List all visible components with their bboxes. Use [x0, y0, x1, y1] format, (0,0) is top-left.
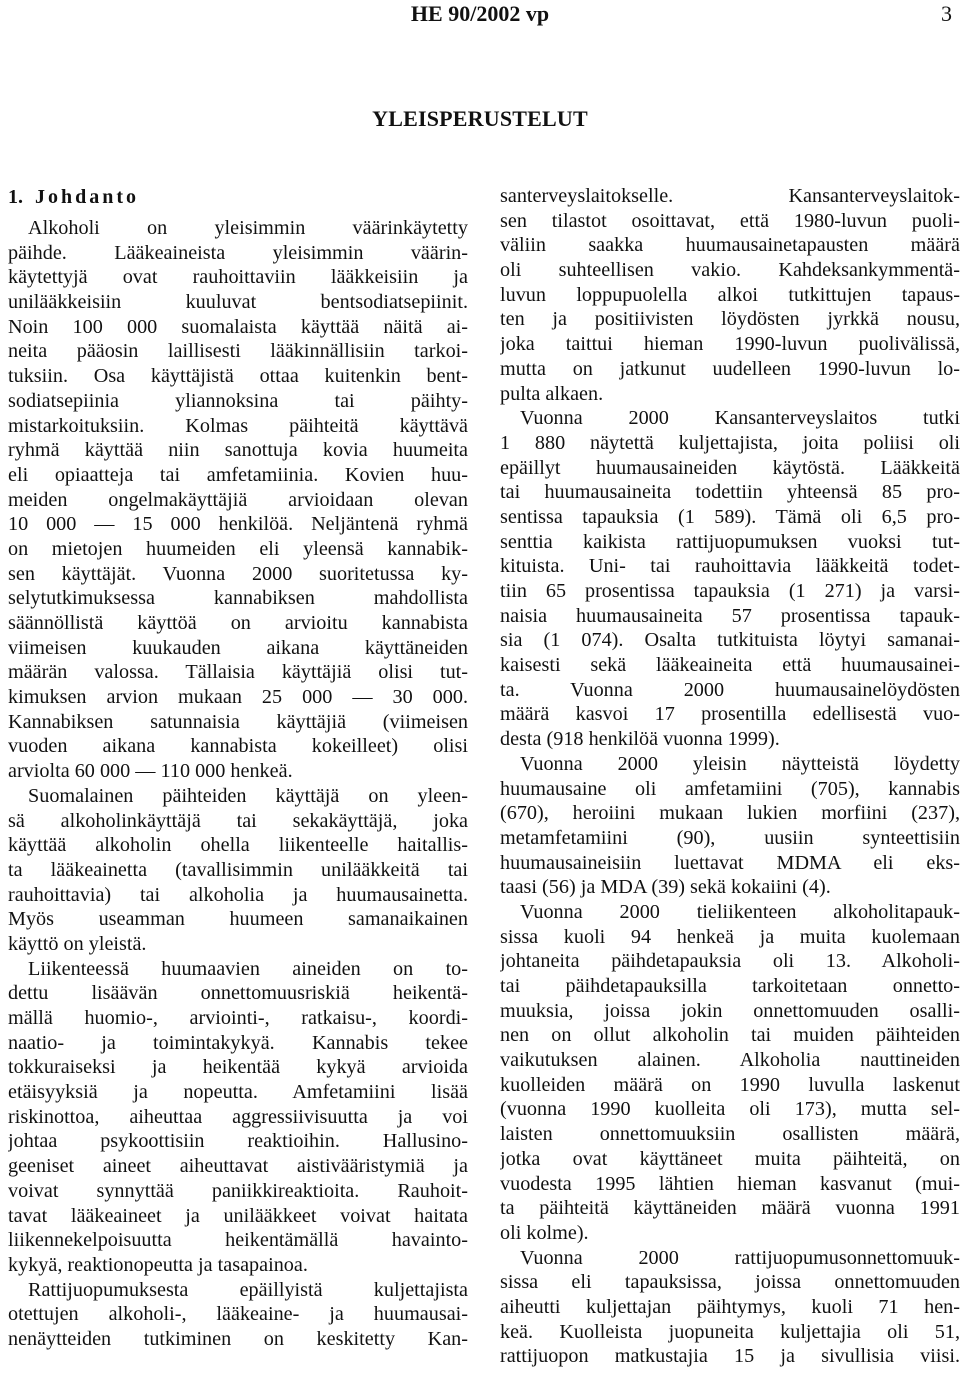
text-line: kaisesti sekä lääkeaineita että huumausainei-	[500, 654, 960, 677]
text-line: Vuonna 2000 Kansanterveyslaitos tutki	[520, 407, 960, 430]
text-line: sissa kuoli 94 henkeä ja muita kuolemaan	[500, 925, 960, 948]
text-line: jotka ovat käyttäneet muita päihteitä, on	[500, 1147, 960, 1170]
text-line: rauhoittavia) tai alkoholia ja huumausainetta.	[8, 883, 468, 906]
text-line: mutta on jatkunut uudelleen 1990-luvun lo-	[500, 357, 960, 380]
text-line: kimuksen arvion mukaan 25 000 — 30 000.	[8, 686, 468, 709]
text-line: meiden ongelmakäyttäjiä arvioidaan olevan	[8, 488, 468, 511]
text-line: ryhmä käyttää niin sanottuja kovia huumeita	[8, 439, 468, 462]
text-line: Suomalainen päihteiden käyttäjä on yleen-	[28, 784, 468, 807]
left-column-text	[8, 216, 468, 1352]
page-number: 3	[941, 1, 952, 26]
text-line: ta päihteitä käyttäneiden määrä vuonna 1991	[500, 1197, 960, 1220]
text-line: aiheutti kuljettajan päihtymys, kuoli 71 hen-	[500, 1295, 960, 1318]
chapter-number: 1.	[8, 186, 23, 208]
chapter-title: Johdanto	[35, 186, 140, 208]
text-line: eli opiaatteja tai amfetamiinia. Kovien huu-	[8, 463, 468, 486]
text-line: tokkuraiseksi ja heikentää kykyä arvioida	[8, 1056, 468, 1079]
text-line: Alkoholi on yleisimmin väärinkäytetty	[28, 217, 468, 239]
text-line: (670), heroiini mukaan lukien morfiini (237),	[500, 802, 960, 825]
left-column	[8, 184, 468, 1352]
text-line: Vuonna 2000 tieliikenteen alkoholitapauk-	[520, 900, 960, 923]
text-line: naatio- ja toimintakykyä. Kannabis tekee	[8, 1031, 468, 1054]
text-line: väliin saakka huumausainetapausten määrä	[500, 234, 960, 257]
text-line: nen on ollut alkoholin tai muiden päihteiden	[500, 1024, 960, 1047]
text-line: viimeisen kuukauden aikana käyttäneiden	[8, 636, 468, 659]
text-line: senttia kaikista rattijuopumuksen vuoksi tut-	[500, 530, 960, 553]
text-line: selytutkimuksessa kannabiksen mahdollista	[8, 587, 468, 610]
text-line: otettujen alkoholi-, lääkeaine- ja huumausai-	[8, 1303, 468, 1326]
chapter-heading	[8, 184, 468, 210]
text-line: Vuonna 2000 rattijuopumusonnettomuuk-	[520, 1246, 960, 1269]
right-column	[500, 184, 960, 1369]
text-line: geeniset aineet aiheuttavat aistivääristymiä ja	[8, 1155, 468, 1178]
text-line: ten ja positiivisten löydösten jyrkkä nousu,	[500, 308, 960, 331]
text-line: käyttää alkoholin ohella liikenteelle haitallis-	[8, 834, 468, 857]
text-line: 1 880 näytettä kuljettajista, joita poliisi oli	[500, 431, 960, 454]
text-line: johtaa psykoottisiin reaktioihin. Hallusino-	[8, 1130, 468, 1153]
text-line: käyttö on yleistä.	[8, 932, 147, 955]
text-line: laisten onnettomuuksiin osallisten määrä,	[500, 1123, 960, 1146]
text-line: Liikenteessä huumaavien aineiden on to-	[28, 957, 468, 980]
text-line: neita pääosin laillisesti lääkinnällisiin tarkoi-	[8, 340, 468, 363]
text-line: tai huumausaineita todettiin yhteensä 85 pro-	[500, 481, 960, 504]
text-line: Myös useamman huumeen samanaikainen	[8, 908, 468, 931]
text-line: määrä kasvoi 17 prosentilla edellisestä vuo-	[500, 703, 960, 726]
text-line: liikennekelpoisuutta heikentämällä havainto-	[8, 1229, 468, 1252]
text-line: tuksiin. Osa käyttäjistä ottaa kuitenkin bent-	[8, 365, 468, 388]
text-line: pulta alkaen.	[500, 382, 604, 405]
text-line: ta. Vuonna 2000 huumausainelöydösten	[500, 678, 960, 701]
text-line: 10 000 — 15 000 henkilöä. Neljäntenä ryhmä	[8, 513, 468, 536]
text-line: sen käyttäjät. Vuonna 2000 suoritetussa ky-	[8, 562, 468, 585]
text-line: huumausaineisiin luettavat MDMA eli eks-	[500, 851, 960, 874]
text-line: kuolleiden määrä on 1990 luvulla laskenut	[500, 1073, 960, 1096]
text-line: epäillyt huumausaineiden käytöstä. Lääkkeitä	[500, 456, 960, 479]
text-line: sä alkoholinkäyttäjä tai sekakäyttäjä, joka	[8, 809, 468, 832]
right-column-text	[500, 184, 960, 1369]
section-title: YLEISPERUSTELUT	[372, 106, 588, 131]
text-line: ta lääkeainetta (tavallisimmin unilääkkeitä tai	[8, 858, 468, 881]
text-line: mistarkoituksiin. Kolmas päihteitä käyttävä	[8, 414, 468, 437]
text-line: (vuonna 1990 kuolleita oli 173), mutta sel-	[500, 1098, 960, 1121]
text-line: dettu lisäävän onnettomuusriskiä heikentä-	[8, 982, 468, 1005]
text-line: riskinottoa, aiheuttaa aggressiivisuutta ja voi	[8, 1105, 468, 1128]
text-line: tai päihdetapauksilla tarkoitetaan onnetto-	[500, 975, 960, 997]
text-line: säännöllistä käyttöä on arvioitu kannabista	[8, 612, 468, 634]
text-line: sodiatsepiinia yliannoksina tai päihty-	[8, 389, 468, 412]
text-line: voivat synnyttää paniikkireaktioita. Rauhoit-	[8, 1179, 468, 1202]
text-line: etäisyyksiä ja nopeutta. Amfetamiini lisää	[8, 1081, 468, 1104]
text-line: rattijuopon matkustajia 15 ja sivullisia viisi.	[500, 1345, 960, 1368]
text-line: vuoden aikana kannabista kokeilleet) olisi	[8, 735, 468, 758]
text-line: tavat lääkeaineet ja unilääkkeet voivat haitata	[8, 1204, 468, 1227]
page-header	[0, 0, 960, 40]
text-line: Noin 100 000 suomalaista käyttää näitä ai-	[8, 315, 468, 338]
document-id: HE 90/2002 vp	[410, 1, 550, 26]
text-line: sia (1 074). Osalta tutkituista löytyi samanai-	[500, 629, 960, 652]
text-line: mällä huomio-, arviointi-, ratkaisu-, koordi-	[8, 1007, 468, 1029]
text-line: unilääkkeisiin kuuluvat bentsodiatsepiinit.	[8, 291, 468, 314]
text-line: vuodesta 1995 lähtien hieman kasvanut (mui-	[500, 1172, 960, 1195]
text-line: luvun loppupuolella alkoi tutkittujen tapaus-	[500, 283, 960, 306]
text-line: sentissa tapauksia (1 589). Tämä oli 6,5 pro-	[500, 505, 960, 528]
text-line: Kannabiksen satunnaisia käyttäjiä (viimeisen	[8, 710, 468, 733]
text-line: kituista. Uni- tai rauhoittavia lääkkeitä todet-	[500, 555, 960, 578]
text-line: nenäytteiden tutkiminen on keskitetty Kan-	[8, 1327, 468, 1350]
text-line: sen tilastot osoittavat, että 1980-luvun puoli-	[500, 209, 960, 232]
text-line: johtaneita päihdetapauksia oli 13. Alkoholi-	[500, 950, 960, 973]
text-line: huumausaine oli amfetamiini (705), kannabis	[500, 777, 960, 800]
text-line: taasi (56) ja MDA (39) sekä kokaiini (4).	[500, 876, 831, 899]
text-line: arviolta 60 000 — 110 000 henkeä.	[8, 760, 293, 783]
text-line: santerveyslaitokselle. Kansanterveyslaitok-	[500, 185, 960, 207]
text-line: muuksia, joissa jokin onnettomuuden osalli-	[500, 999, 960, 1022]
text-line: sissa eli tapauksissa, joissa onnettomuuden	[500, 1271, 960, 1294]
text-line: oli kolme).	[500, 1221, 589, 1244]
text-line: naisia huumausaineita 57 prosentissa tapauk-	[500, 604, 960, 627]
text-line: keä. Kuolleista juopuneita kuljettajia oli 51,	[500, 1320, 960, 1343]
text-line: päihde. Lääkeaineista yleisimmin väärin-	[8, 241, 468, 264]
text-line: vaikutuksen alainen. Alkoholia nauttineiden	[500, 1049, 960, 1072]
text-line: määrän valossa. Tällaisia käyttäjiä olisi tut-	[8, 661, 468, 684]
text-line: joka taittui hieman 1990-luvun puolivälissä,	[500, 333, 960, 356]
text-line: desta (918 henkilöä vuonna 1999).	[500, 728, 780, 751]
text-line: Rattijuopumuksesta epäillyistä kuljettajista	[28, 1278, 468, 1301]
text-line: tiin 65 prosentissa tapauksia (1 271) ja varsi-	[500, 580, 960, 602]
text-line: metamfetamiini (90), uusiin synteettisiin	[500, 826, 960, 849]
text-line: käytettyjä ovat rauhoittaviin lääkkeisiin ja	[8, 266, 468, 289]
text-line: on mietojen huumeiden eli yleensä kannabik-	[8, 537, 468, 560]
text-line: Vuonna 2000 yleisin näytteistä löydetty	[520, 752, 960, 775]
text-line: kykyä, reaktionopeutta ja tasapainoa.	[8, 1253, 308, 1276]
text-line: oli suhteellisen vakio. Kahdeksankymmentä-	[500, 259, 960, 282]
